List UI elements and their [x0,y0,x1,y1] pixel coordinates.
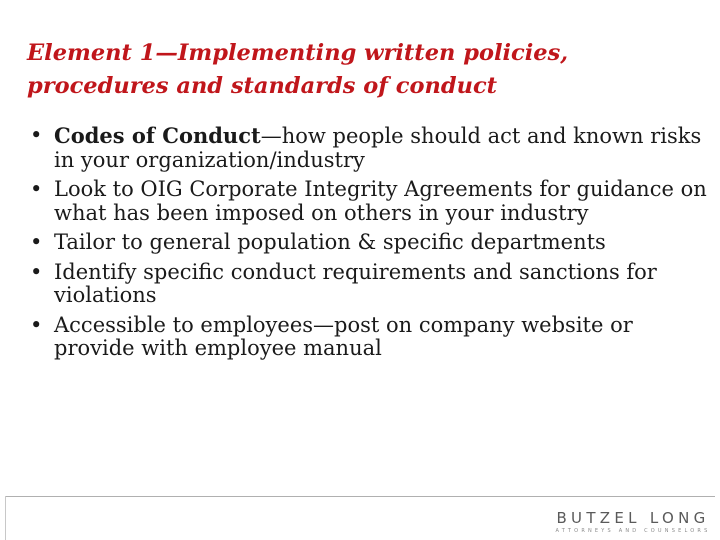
logo-subtitle: ATTORNEYS AND COUNSELORS [555,528,711,534]
bullet-list [30,124,710,367]
slide-title-line-1: Element 1—Implementing written policies, [27,40,569,66]
footer-divider [5,496,715,497]
bullet-text: Accessible to employees—post on company website or provide with employee manual [54,312,633,360]
bullet-text: Tailor to general population & specific departments [54,230,606,254]
bullet-bold-text: Codes of Conduct [54,123,261,148]
bullet-item-tailor [30,231,710,255]
bullet-text: Identify specific conduct requirements and sanctions for violations [54,259,657,307]
bullet-item-identify-requirements [30,261,710,308]
butzel-long-logo [549,510,717,535]
bullet-item-oig-agreements [30,178,710,225]
slide-title-line-2: procedures and standards of conduct [27,73,498,99]
bullet-text: —how people should act and known risks in your organization/industry [54,124,702,172]
bullet-item-codes-of-conduct [30,124,710,172]
logo-name: BUTZEL LONG [556,509,710,527]
footer-corner-line [5,496,6,540]
slide-title [27,37,707,103]
bullet-text: Look to OIG Corporate Integrity Agreements for guidance on what has been imposed on others in your industry [54,177,707,225]
bullet-item-accessible [30,314,710,361]
